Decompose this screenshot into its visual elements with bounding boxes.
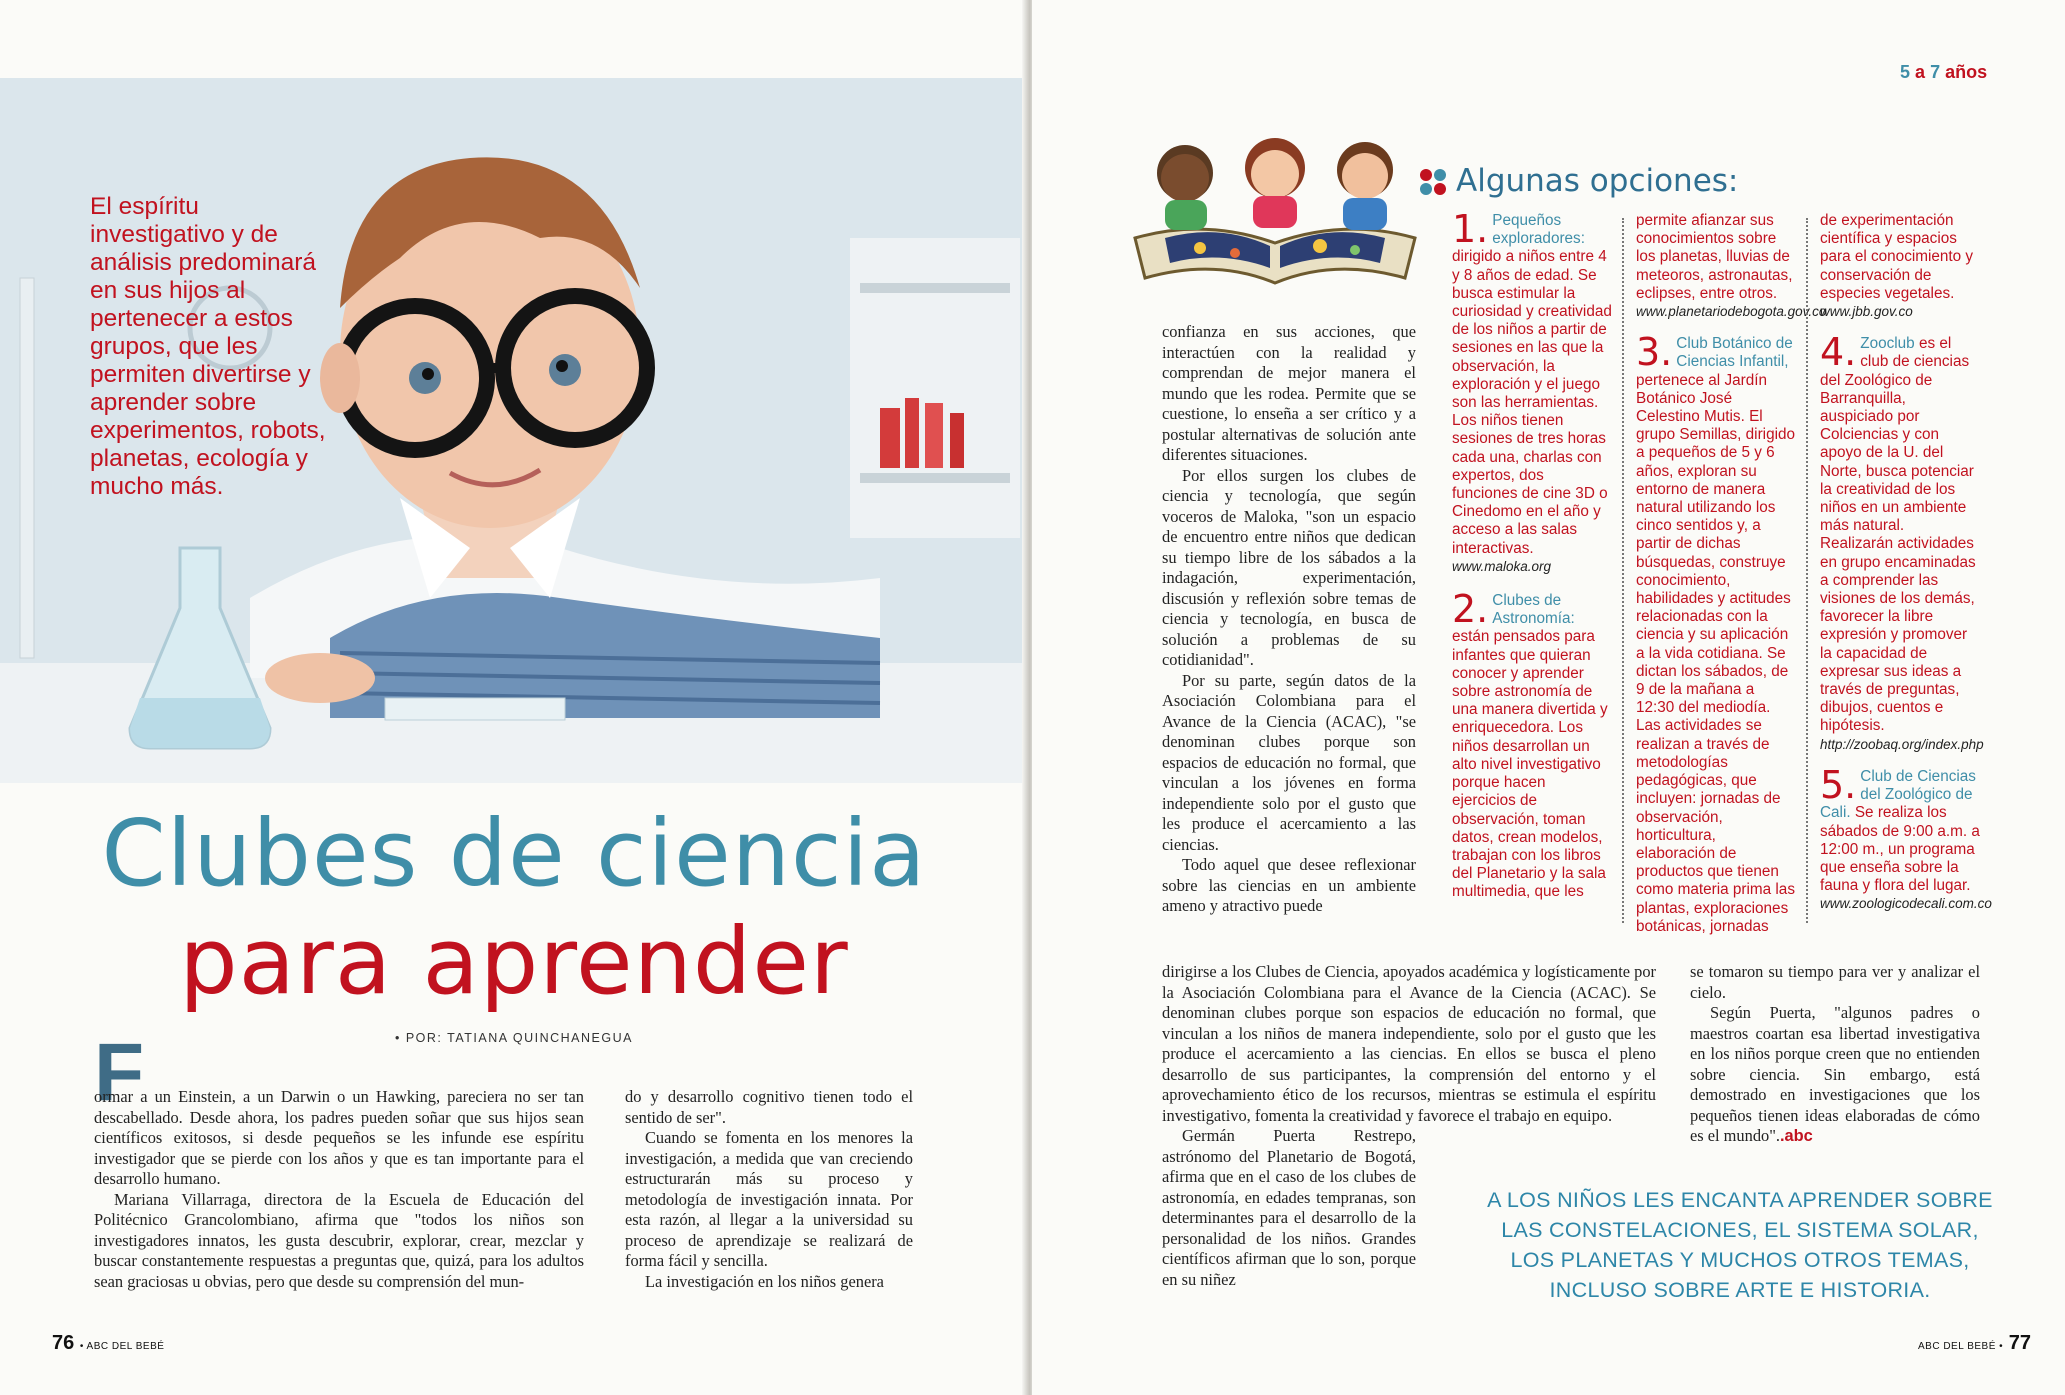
option-url: www.zoologicodecali.com.co: [1820, 896, 1992, 912]
kids-reading-book-illustration: [1125, 128, 1425, 288]
hero-blurb: El espíritu investigativo y de análisis predominará en sus hijos al pertenecer a estos grupos, que les permiten divertirse y aprender sobre experimentos, robots, planetas, ecología y mucho más.: [90, 193, 326, 500]
options-heading: Algunas opciones:: [1456, 163, 1739, 199]
option-text: dirigido a niños entre 4 y 8 años de edad. Se busca estimular la curiosidad y creatividad de los niños a partir de sesiones en las que la observación, la exploración y el juego son las herramientas. Los niños tienen sesiones de tres horas cada una, charlas con expertos, dos funciones de cine 3D o Cinedomo en el año y acceso a las salas interactivas.: [1452, 248, 1612, 557]
paragraph: Cuando se fomenta en los menores la investigación, a medida que van creciendo estructurarán más su proceso y metodología de investigación innata. Por esta razón, al llegar a la universidad su proceso de aprendizaje se realizará de forma fácil y sencilla.: [625, 1128, 913, 1270]
option-name: Zooclub: [1860, 335, 1915, 353]
option-name: Pequeños exploradores:: [1492, 212, 1585, 248]
paragraph: confianza en sus acciones, que interactúen con la realidad y comprendan de mejor manera el mundo que les rodea. Permite que se cuestione, lo enseña a ser crítico y a postular alternativas de solución ante diferentes situaciones.: [1162, 322, 1416, 464]
left-body-column-2: [625, 1087, 913, 1292]
option-3: [1636, 330, 1796, 936]
option-2-continued: [1636, 212, 1827, 321]
option-2: [1452, 587, 1612, 901]
paragraph: Germán Puerta Restrepo, astrónomo del Planetario de Bogotá, afirma que en el caso de los clubes de astronomía, en edades tempranas, son determinantes para el desarrollo de la personalidad de los niños. Grandes científicos afirman que lo son, porque en su niñez: [1162, 1126, 1416, 1289]
option-number: 1.: [1452, 207, 1489, 251]
option-name: Club Botánico de Ciencias Infantil,: [1676, 335, 1793, 371]
option-text: de experimentación científica y espacios para el conocimiento y conservación de especies vegetales.: [1820, 212, 1974, 302]
right-body-column-bottom-right: [1690, 962, 1980, 1147]
magazine-name: ABC DEL BEBÉ •: [1918, 1341, 2004, 1352]
paragraph: Por su parte, según datos de la Asociación Colombiana para el Avance de la Ciencia (ACAC), "se denominan clubes porque son espacios de educación no formal, que vinculan a los jóvenes en forma independiente solo por el gusto que les produce el acercamiento a las ciencias.: [1162, 670, 1416, 854]
column-divider: [1622, 218, 1624, 923]
option-text: permite afianzar sus conocimientos sobre los planetas, lluvias de meteoros, astronautas, eclipses, entre otros.: [1636, 212, 1793, 302]
bullet-dots-icon: [1418, 167, 1448, 197]
right-body-column-top: [1162, 322, 1416, 917]
paragraph: Según Puerta, "algunos padres o maestros coartan esa libertad investigativa en los niños porque creen que no entienden sobre ciencia. Sin embargo, está demostrado en investigaciones que los pequeños tienen ideas elaboradas de cómo es el mundo"..abc: [1690, 1003, 1980, 1145]
option-text: es el club de ciencias del Zoológico de Barranquilla, auspiciado por Colciencias y con apoyo de la U. del Norte, busca potenciar la creatividad de los niños en un ambiente más natural. Realizarán actividades en grupo encaminadas a comprender las visiones de los demás, favorecer la libre expresión y promover la capacidad de expresar sus ideas a través de preguntas, dibujos, cuentos e hipótesis.: [1820, 335, 1976, 735]
page-number-left: [52, 1332, 164, 1355]
option-number: 4.: [1820, 330, 1857, 375]
magazine-name: • ABC DEL BEBÉ: [79, 1341, 165, 1352]
paragraph: Mariana Villarraga, directora de la Escuela de Educación del Politécnico Grancolombiano, afirma que "todos los niños son investigadores innatos, les gusta descubrir, explorar, crear, mezclar y buscar constantemente respuestas a preguntas que, quizá, para los adultos sean graciosas u obvias, pero que desde su comprensión del mun-: [94, 1189, 584, 1291]
option-url: www.planetariodebogota.gov.co: [1636, 304, 1827, 320]
article-title-line-1: Clubes de ciencia: [101, 800, 927, 907]
options-column-2: [1636, 212, 1827, 936]
page-number: 77: [2008, 1332, 2031, 1354]
pull-quote: A LOS NIÑOS LES ENCANTA APRENDER SOBRE LAS CONSTELACIONES, EL SISTEMA SOLAR, LOS PLANETAS Y MUCHOS OTROS TEMAS, INCLUSO SOBRE ARTE E HISTORIA.: [1487, 1188, 1993, 1302]
option-url: www.maloka.org: [1452, 558, 1552, 574]
options-column-1: [1452, 207, 1612, 902]
option-number: 2.: [1452, 587, 1489, 632]
paragraph: Por ellos surgen los clubes de ciencia y tecnología, que según voceros de Maloka, "son un espacio de encuentro entre niños que dedican su tiempo libre de los sábados a la indagación, experimentación, discusión y reflexión sobre temas de ciencia y tecnología, en busca de solución a problemas de su cotidianidad".: [1162, 465, 1416, 669]
option-number: 5.: [1820, 762, 1857, 807]
paragraph: dirigirse a los Clubes de Ciencia, apoyados académica y logísticamente por la Asociación Colombiana para el Avance de la Ciencia (ACAC). Se denominan clubes porque son espacios de educación no formal, que vinculan a los niños de manera independiente, solo por el gusto que les produce el acercamiento a las ciencias. En ellos se busca el pleno desarrollo de sus participantes, la comprensión del entorno y el aprovechamiento ético de los recursos, mientras se estimula el espíritu investigativo, fomenta la creatividad y favorece el trabajo en equipo.: [1162, 962, 1656, 1125]
option-url: http://zoobaq.org/index.php: [1820, 736, 1984, 752]
option-number: 3.: [1636, 330, 1673, 375]
article-title-line-2: para aprender: [179, 908, 849, 1015]
paragraph: ormar a un Einstein, a un Darwin o un Hawking, pareciera no ser tan descabellado. Desde ahora, los padres pueden soñar que sus hijos sean científicos exitosos, si desde pequeños se les infunde ese espíritu investigador que se pierde con los años y que es tan importante para el desarrollo humano.: [94, 1087, 584, 1188]
left-page: [0, 0, 1028, 1395]
page-number: 76: [52, 1332, 75, 1354]
option-text: Se realiza los sábados de 9:00 a.m. a 12:00 m., un programa que enseña sobre la fauna y flora del lugar.: [1820, 804, 1980, 895]
option-1: [1452, 207, 1612, 576]
option-text: pertenece al Jardín Botánico José Celestino Mutis. El grupo Semillas, dirigido a pequeños de 5 y 6 años, exploran su entorno de manera natural utilizando los cinco sentidos y, a partir de dichas búsquedas, construye conocimiento, habilidades y actitudes relacionadas con la ciencia y su aplicación a la vida cotidiana. Se dictan los sábados, de 9 de la mañana a 12:30 del mediodía. Las actividades se realizan a través de metodologías pedagógicas, que incluyen: jornadas de observación, horticultura, elaboración de productos que tienen como materia prima las plantas, exploraciones botánicas, jornadas: [1636, 371, 1795, 935]
byline: • POR: TATIANA QUINCHANEGUA: [395, 1031, 633, 1045]
left-body-column-1: [94, 1087, 584, 1292]
end-mark-logo: .abc: [1780, 1127, 1813, 1145]
column-divider: [1806, 218, 1808, 923]
hero-photo: [0, 78, 1028, 783]
option-name: Club de Ciencias del Zoológico de Cali.: [1820, 767, 1976, 822]
option-name: Clubes de Astronomía:: [1492, 592, 1575, 628]
option-5: [1820, 762, 1992, 914]
drop-cap: F: [94, 1027, 145, 1118]
paragraph: se tomaron su tiempo para ver y analizar el cielo.: [1690, 962, 1980, 1002]
age-range-tag: 5 a 7 años: [1900, 62, 1988, 82]
option-text: están pensados para infantes que quieran conocer y aprender sobre astronomía de una manera divertida y enriquecedora. Los niños desarrollan un alto nivel investigativo porque hacen ejercicios de observación, toman datos, crean modelos, trabajan con los libros del Planetario y la sala multimedia, que les: [1452, 628, 1608, 901]
paragraph: do y desarrollo cognitivo tienen todo el sentido de ser".: [625, 1087, 913, 1127]
paragraph: La investigación en los niños genera: [645, 1271, 884, 1291]
paragraph: Todo aquel que desee reflexionar sobre las ciencias en un ambiente ameno y atractivo puede: [1162, 855, 1416, 915]
page-number-right: [1918, 1332, 2031, 1355]
option-4: [1820, 330, 1984, 754]
option-url: www.jbb.gov.co: [1820, 304, 1913, 320]
option-3-continued: [1820, 212, 1980, 321]
options-column-3: [1820, 212, 1992, 914]
